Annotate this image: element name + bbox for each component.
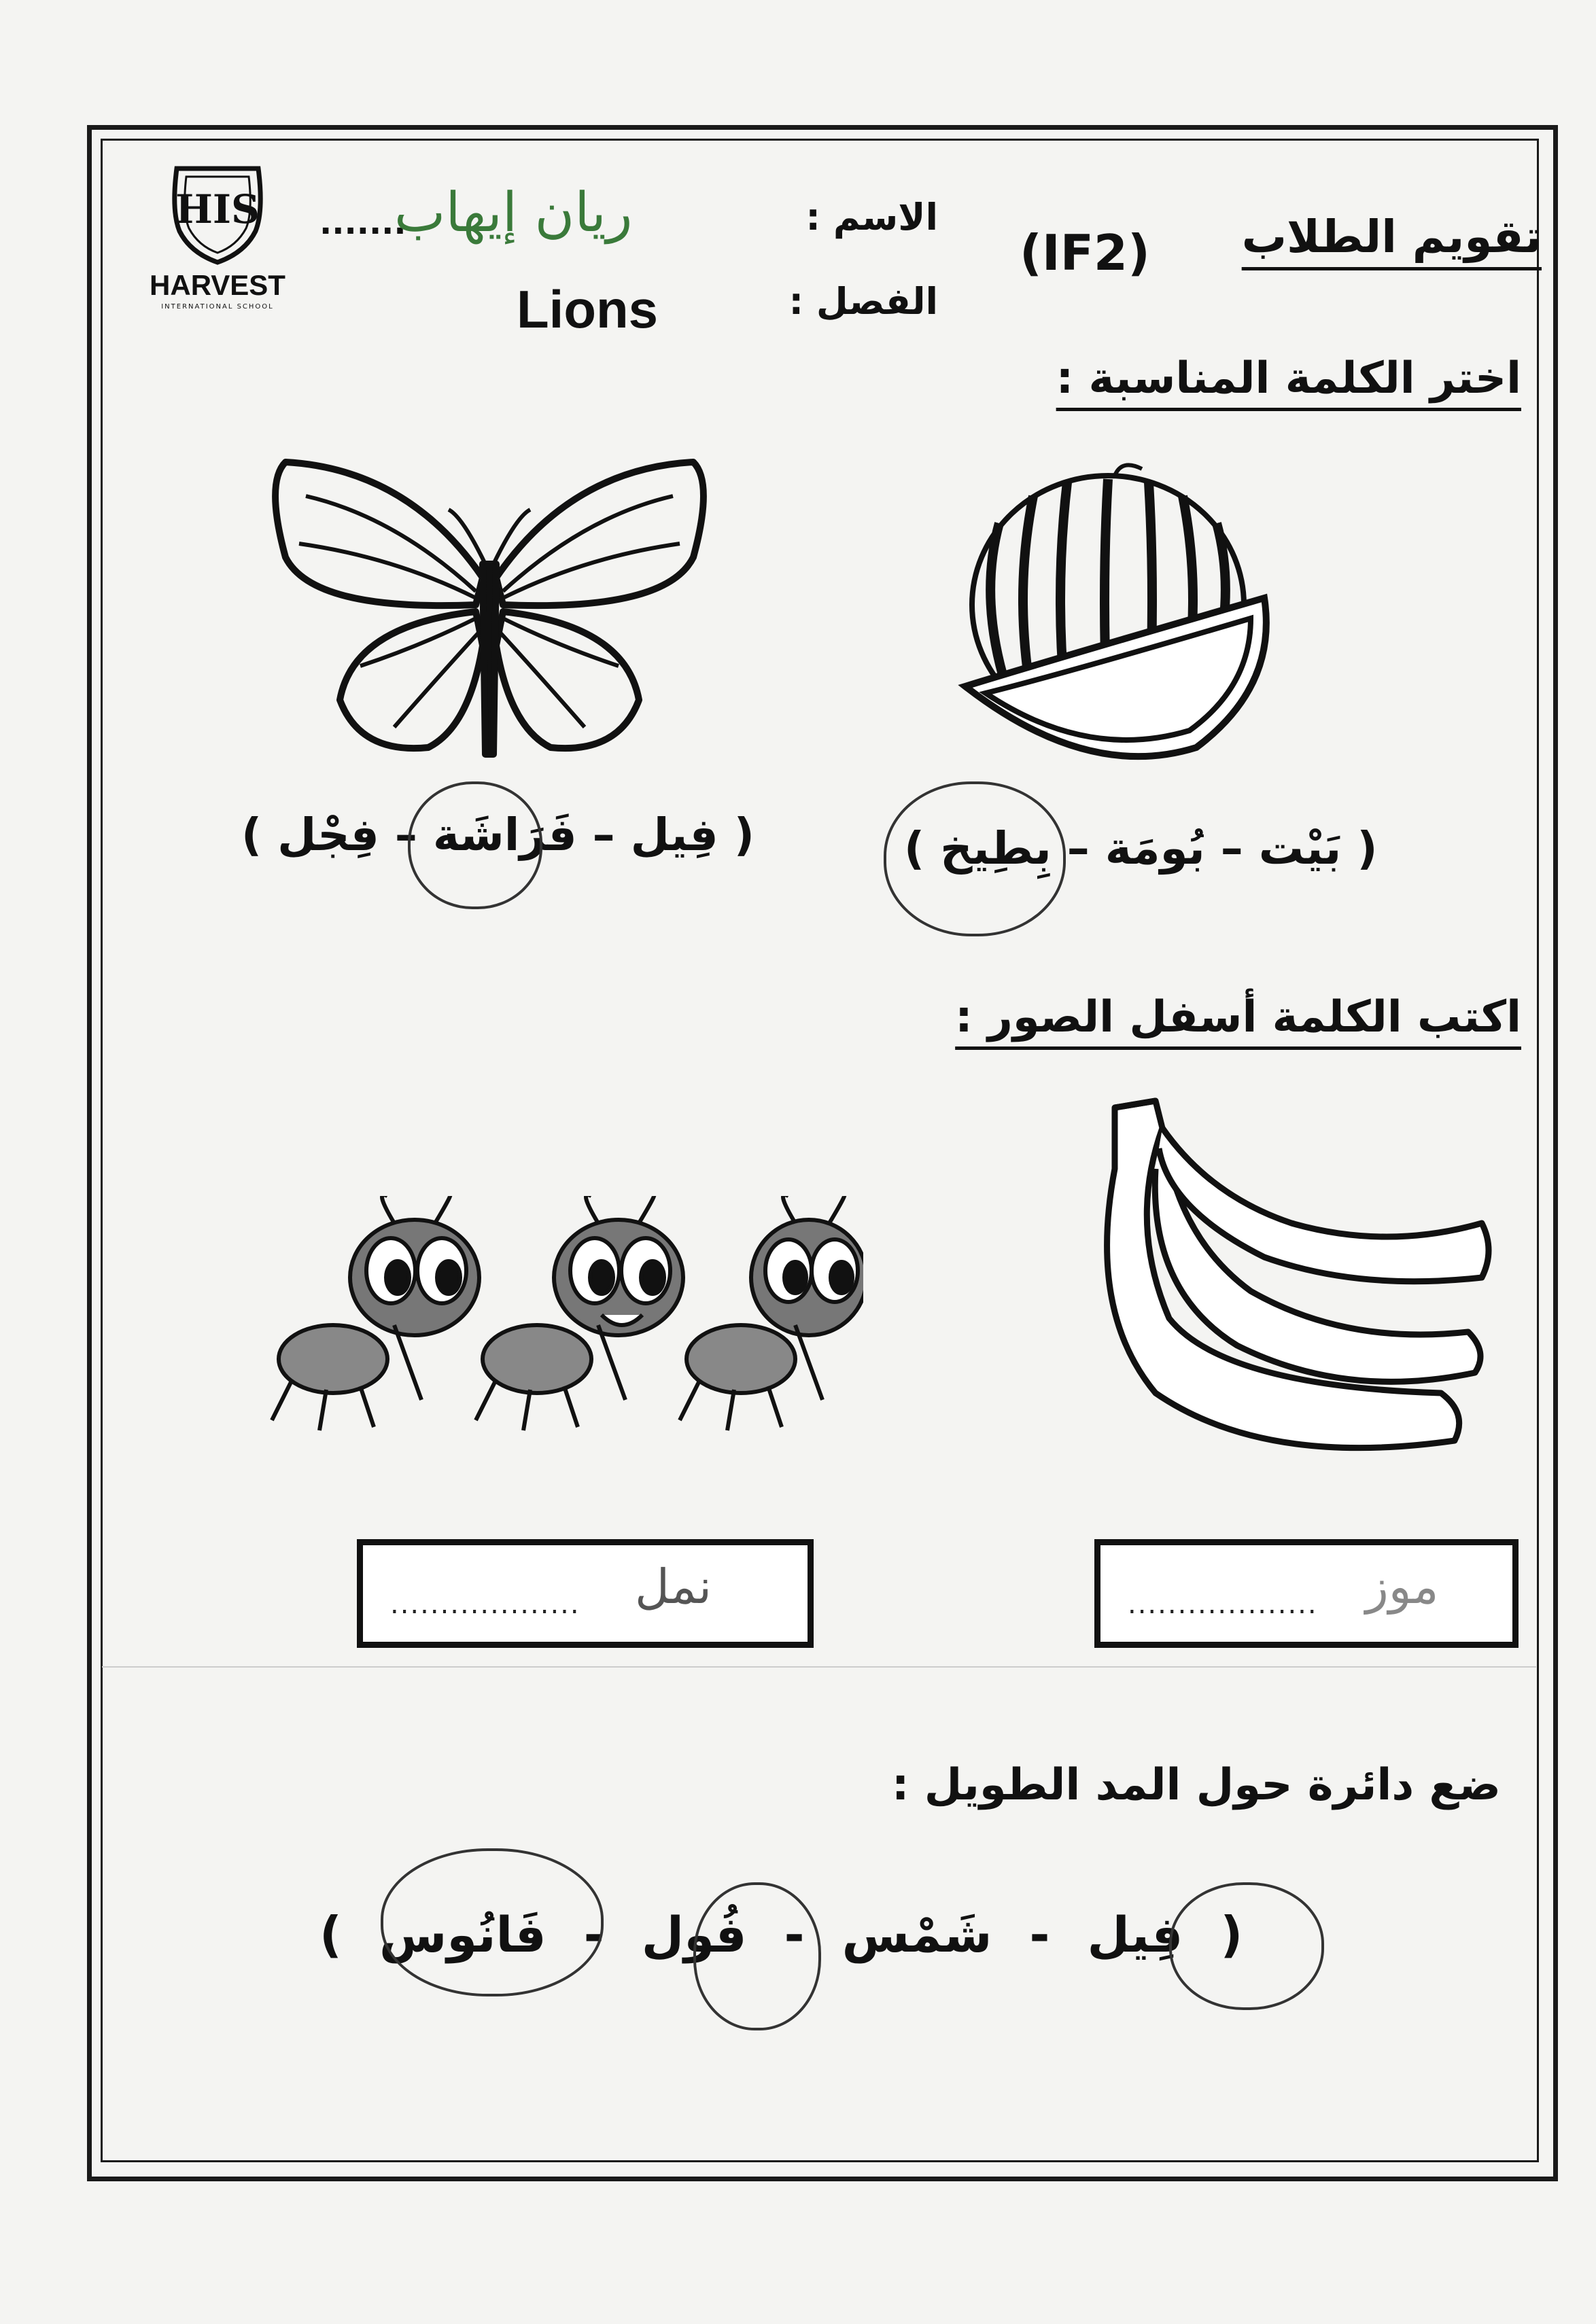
option-word-circled[interactable]: بِطِيخ: [940, 822, 1052, 875]
class-label: الفصل :: [788, 280, 938, 323]
answer-box-ants[interactable]: [357, 1539, 814, 1648]
answer-circle: [884, 781, 1066, 936]
answer-circle: [408, 781, 542, 909]
banana-picture: [1088, 1087, 1495, 1495]
ants-icon: [251, 1196, 863, 1447]
answer-circle: [381, 1848, 604, 1996]
answer-circle: [1169, 1882, 1324, 2010]
option-word[interactable]: شَمْس: [842, 1906, 992, 1963]
student-name-handwriting: ريان إيهاب: [394, 181, 633, 244]
option-word-circled[interactable]: فَانُوس: [379, 1906, 547, 1963]
dash: –: [394, 809, 417, 861]
form-code: (IF2): [1020, 224, 1150, 281]
paren-close: ): [319, 1906, 342, 1963]
option-word[interactable]: فِيل: [630, 809, 718, 861]
section1-instruction: اختر الكلمة المناسبة :: [1056, 353, 1521, 404]
answer-dots: ...................: [390, 1589, 580, 1620]
paren-open: (: [1357, 822, 1378, 875]
ants-picture: [251, 1196, 863, 1447]
paren-open: (: [733, 809, 754, 861]
watermelon-picture: [952, 462, 1278, 775]
dash: –: [592, 809, 615, 861]
logo-monogram: HIS: [175, 186, 260, 232]
dash: –: [1220, 822, 1243, 875]
paren-close: ): [241, 809, 262, 861]
butterfly-picture: [258, 442, 721, 768]
dash: -: [784, 1906, 805, 1963]
paren-close: ): [904, 822, 925, 875]
logo-name: HARVEST: [150, 269, 285, 301]
answer-dots: ...................: [1128, 1589, 1318, 1620]
handwritten-answer: موز: [1366, 1559, 1439, 1615]
section3-instruction: ضع دائرة حول المد الطويل :: [891, 1760, 1501, 1810]
option-word-circled[interactable]: فِيل: [1087, 1906, 1183, 1963]
fold-line: [102, 1666, 1536, 1668]
watermelon-icon: [952, 462, 1278, 775]
option-word[interactable]: بُومَة: [1105, 822, 1205, 875]
dash: -: [1029, 1906, 1050, 1963]
section2-instruction: اكتب الكلمة أسفل الصور :: [955, 992, 1521, 1042]
dash: –: [1066, 822, 1090, 875]
paren-open: (: [1220, 1906, 1243, 1963]
banana-icon: [1088, 1087, 1495, 1495]
name-label: الاسم :: [805, 196, 938, 239]
handwritten-answer: نمل: [635, 1559, 712, 1615]
answer-box-banana[interactable]: [1094, 1539, 1519, 1648]
logo-subtitle: INTERNATIONAL SCHOOL: [161, 303, 274, 311]
dash: -: [583, 1906, 604, 1963]
school-logo: [136, 163, 299, 319]
butterfly-icon: [258, 442, 721, 768]
page-title: تقويم الطلاب: [1241, 211, 1542, 263]
option-word-circled[interactable]: فُول: [641, 1906, 747, 1963]
option-word[interactable]: بَيْت: [1258, 822, 1342, 875]
class-value: Lions: [517, 279, 658, 339]
option-word[interactable]: فِجْل: [277, 809, 379, 861]
name-dots: .......: [319, 204, 406, 242]
answer-circle: [693, 1882, 821, 2030]
option-word-circled[interactable]: فَرَاشَة: [432, 809, 577, 861]
